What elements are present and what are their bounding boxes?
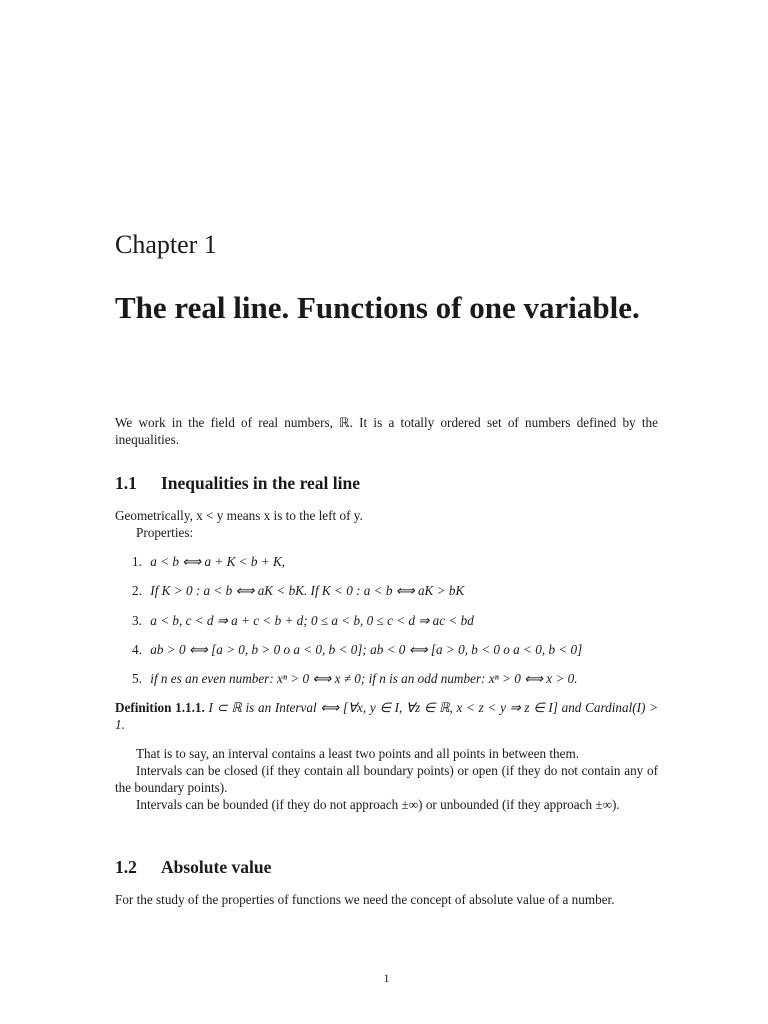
paragraph: That is to say, an interval contains a least two points and all points in between them. xyxy=(136,746,580,761)
definition-interval xyxy=(115,699,658,733)
property-number: 3. xyxy=(132,613,142,628)
property-item xyxy=(132,670,658,687)
property-number: 2. xyxy=(132,583,142,598)
definition-text: I ⊂ ℝ is an Interval ⟺ [∀x, y ∈ I, ∀z ∈ ℝ, x < z < y ⇒ z ∈ I] and Cardinal(I) > 1. xyxy=(115,700,659,732)
absolute-value-paragraph: For the study of the properties of functions we need the concept of absolute value of a number. xyxy=(115,892,615,907)
paragraph: Intervals can be bounded (if they do not approach ±∞) or unbounded (if they approach ±∞). xyxy=(136,797,620,812)
property-item xyxy=(132,553,658,570)
section-title: Absolute value xyxy=(161,857,272,877)
interval-paragraphs xyxy=(115,745,658,813)
page-number: 1 xyxy=(383,971,390,985)
section-number: 1.1 xyxy=(115,473,137,493)
property-text: ab > 0 ⟺ [a > 0, b > 0 o a < 0, b < 0]; ab < 0 ⟺ [a > 0, b < 0 o a < 0, b < 0] xyxy=(150,642,583,657)
section-heading-1-1 xyxy=(115,472,658,494)
section-heading-1-2 xyxy=(115,856,658,878)
intro-paragraph: We work in the field of real numbers, ℝ. It is a totally ordered set of numbers defined by the inequalities. xyxy=(115,415,658,447)
property-text: if n es an even number: xⁿ > 0 ⟺ x ≠ 0; if n is an odd number: xⁿ > 0 ⟺ x > 0. xyxy=(150,671,578,686)
property-number: 5. xyxy=(132,671,142,686)
property-number: 1. xyxy=(132,554,142,569)
chapter-label: Chapter 1 xyxy=(115,230,217,259)
document-page xyxy=(115,0,658,1024)
geometric-statement: Geometrically, x < y means x is to the left of y. xyxy=(115,508,363,523)
chapter-title: The real line. Functions of one variable. xyxy=(115,290,640,325)
property-item xyxy=(132,582,658,599)
section-number: 1.2 xyxy=(115,857,137,877)
definition-label: Definition 1.1.1. xyxy=(115,700,205,715)
property-text: a < b ⟺ a + K < b + K, xyxy=(150,554,286,569)
section-title: Inequalities in the real line xyxy=(161,473,360,493)
properties-label: Properties: xyxy=(136,525,194,540)
paragraph: Intervals can be closed (if they contain all boundary points) or open (if they do not contain any of the boundary points). xyxy=(115,763,658,795)
property-text: a < b, c < d ⇒ a + c < b + d; 0 ≤ a < b, 0 ≤ c < d ⇒ ac < bd xyxy=(150,613,474,628)
property-number: 4. xyxy=(132,642,142,657)
property-item xyxy=(132,641,658,658)
property-item xyxy=(132,612,658,629)
property-text: If K > 0 : a < b ⟺ aK < bK. If K < 0 : a < b ⟺ aK > bK xyxy=(150,583,465,598)
